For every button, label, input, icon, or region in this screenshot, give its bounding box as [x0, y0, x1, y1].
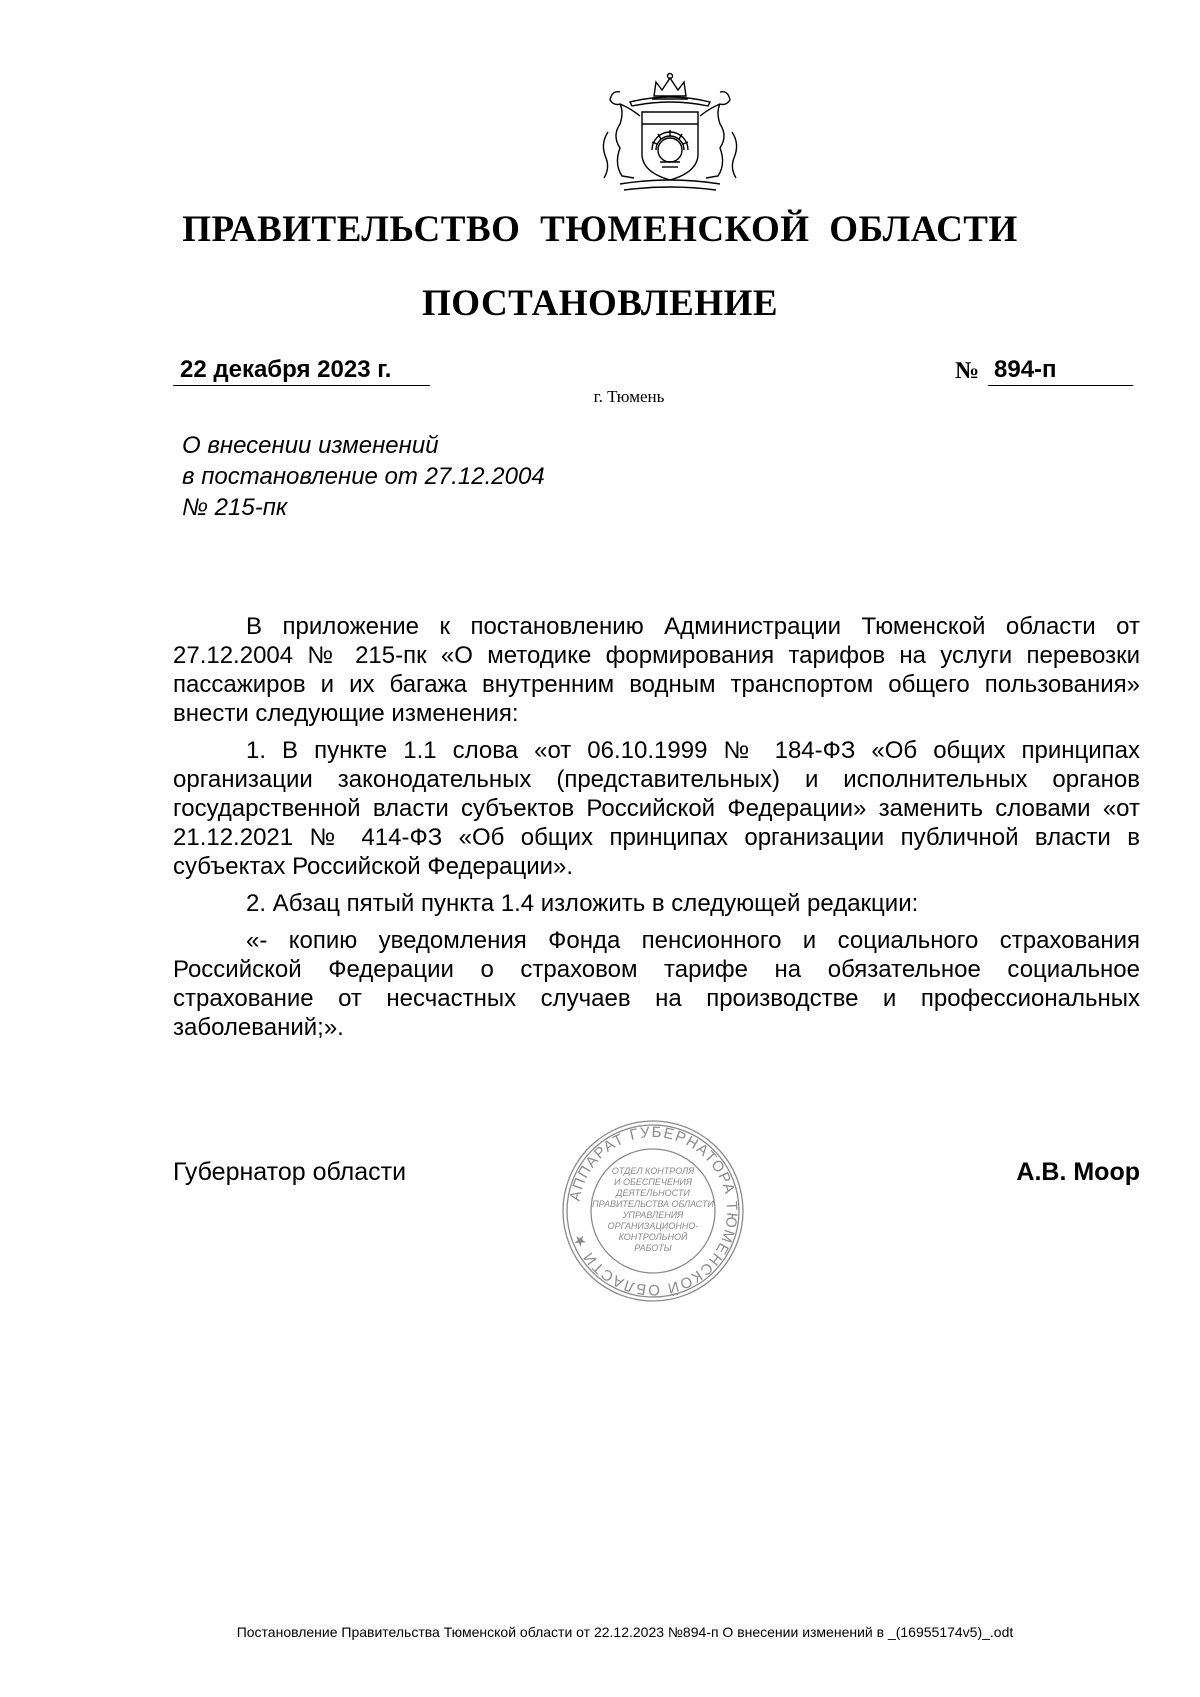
stamp-inner-line: УПРАВЛЕНИЯ — [622, 1210, 684, 1220]
stamp-outer-text: АППАРАТ ГУБЕРНАТОРА ТЮМЕНСКОЙ ОБЛАСТИ ★ — [566, 1123, 741, 1299]
body-paragraph: 1. В пункте 1.1 слова «от 06.10.1999 № 184-ФЗ «Об общих принципах организации законодательных (представительных) и исполнительных органов государственной власти субъектов Российской Федерации» заменить словами «от 21.12.2021 № 414-ФЗ «Об общих принципах организации публичной власти в субъектах Российской Федерации». — [173, 737, 1140, 880]
document-number: 894-п — [994, 356, 1057, 383]
stamp-inner-line: КОНТРОЛЬНОЙ — [618, 1232, 688, 1242]
body-paragraph: В приложение к постановлению Администрации Тюменской области от 27.12.2004 № 215-пк «О методике формирования тарифов на услуги перевозки пассажиров и их багажа внутренним водным транспортом общего пользования» внести следующие изменения: — [173, 613, 1140, 727]
document-subject — [182, 430, 545, 523]
official-stamp — [560, 1118, 746, 1304]
document-date-field — [173, 356, 430, 386]
subject-line: № 215-пк — [182, 494, 288, 521]
document-body — [173, 612, 1140, 1050]
number-sign: № — [955, 358, 980, 384]
body-paragraph: 2. Абзац пятый пункта 1.4 изложить в следующей редакции: — [246, 890, 919, 917]
signatory-position: Губернатор области — [173, 1158, 407, 1186]
stamp-inner-line: ОТДЕЛ КОНТРОЛЯ — [611, 1166, 695, 1176]
document-city: г. Тюмень — [593, 387, 665, 406]
document-date: 22 декабря 2023 г. — [180, 356, 392, 383]
document-footer: Постановление Правительства Тюменской области от 22.12.2023 №894-п О внесении изменений в _(16955174v5)_.odt — [236, 1624, 1014, 1640]
subject-line: в постановление от 27.12.2004 — [182, 463, 545, 490]
document-number-field — [988, 356, 1133, 386]
body-paragraph: «- копию уведомления Фонда пенсионного и социального страхования Российской Федерации о страховом тарифе на обязательное социальное страхование от несчастных случаев на производстве и профессиональных заболеваний;». — [173, 927, 1140, 1041]
signatory-name: А.В. Моор — [1016, 1158, 1140, 1186]
stamp-inner-line: ПРАВИТЕЛЬСТВА ОБЛАСТИ — [592, 1199, 714, 1209]
stamp-inner-line: И ОБЕСПЕЧЕНИЯ — [614, 1177, 692, 1187]
government-title: ПРАВИТЕЛЬСТВО ТЮМЕНСКОЙ ОБЛАСТИ — [182, 209, 1018, 250]
coat-of-arms-emblem — [590, 72, 750, 202]
stamp-inner-line: ДЕЯТЕЛЬНОСТИ — [616, 1188, 690, 1198]
document-type: ПОСТАНОВЛЕНИЕ — [421, 283, 779, 324]
stamp-inner-line: РАБОТЫ — [634, 1243, 672, 1253]
stamp-inner-line: ОРГАНИЗАЦИОННО- — [607, 1221, 699, 1231]
subject-line: О внесении изменений — [182, 432, 439, 459]
